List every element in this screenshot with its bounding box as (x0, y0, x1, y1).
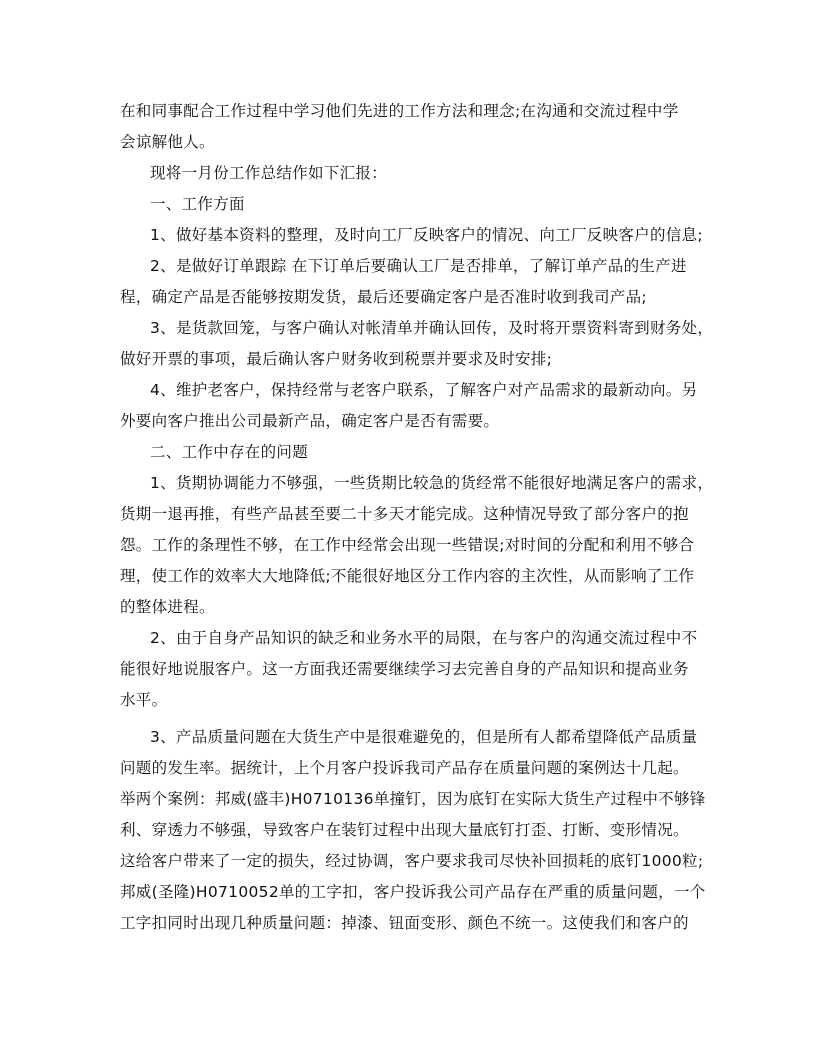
list-item-2-cont: 程，确定产品是否能够按期发货，最后还要确定客户是否准时收到我司产品; (120, 288, 647, 306)
list-item-4: 4、维护老客户，保持经常与老客户联系，了解客户对产品需求的最新动向。另 (150, 381, 698, 399)
problem-item-3-cont: 这给客户带来了一定的损失，经过协调，客户要求我司尽快补回损耗的底钉1000粒; (120, 852, 704, 870)
problem-item-2-cont: 能很好地说服客户。这一方面我还需要继续学习去完善自身的产品知识和提高业务 (120, 660, 689, 678)
paragraph-line: 会谅解他人。 (120, 133, 215, 151)
intro-line: 现将一月份工作总结作如下汇报： (150, 164, 388, 182)
problem-item-3-cont: 举两个案例：邦威(盛丰)H0710136单撞钉，因为底钉在实际大货生产过程中不够锋 (120, 790, 706, 808)
list-item-4-cont: 外要向客户推出公司最新产品，确定客户是否有需要。 (120, 412, 500, 430)
list-item-3-cont: 做好开票的事项，最后确认客户财务收到税票并要求及时安排; (120, 350, 553, 368)
section-heading-problems: 二、工作中存在的问题 (150, 443, 309, 461)
problem-item-3-cont: 问题的发生率。据统计，上个月客户投诉我司产品存在质量问题的案例达十几起。 (120, 759, 689, 777)
section-heading-work: 一、工作方面 (150, 195, 245, 213)
document-body (120, 96, 714, 939)
problem-item-3-cont: 邦威(圣隆)H0710052单的工字扣，客户投诉我公司产品存在严重的质量问题，一个 (120, 883, 706, 901)
list-item-3: 3、是货款回笼，与客户确认对帐清单并确认回传，及时将开票资料寄到财务处， (150, 319, 714, 337)
problem-item-3-cont: 工字扣同时出现几种质量问题：掉漆、钮面变形、颜色不统一。这使我们和客户的 (120, 914, 689, 932)
problem-item-1: 1、货期协调能力不够强，一些货期比较急的货经常不能很好地满足客户的需求， (150, 474, 714, 492)
problem-item-3-cont: 利、穿透力不够强，导致客户在装钉过程中出现大量底钉打歪、打断、变形情况。 (120, 821, 689, 839)
list-item-1: 1、做好基本资料的整理，及时向工厂反映客户的情况、向工厂反映客户的信息; (150, 226, 703, 244)
list-item-2: 2、是做好订单跟踪 在下订单后要确认工厂是否排单，了解订单产品的生产进 (150, 257, 687, 275)
problem-item-1-cont: 理，使工作的效率大大地降低;不能很好地区分工作内容的主次性，从而影响了工作 (120, 567, 695, 585)
problem-item-2: 2、由于自身产品知识的缺乏和业务水平的局限，在与客户的沟通交流过程中不 (150, 629, 698, 647)
problem-item-3: 3、产品质量问题在大货生产中是很难避免的，但是所有人都希望降低产品质量 (150, 728, 698, 746)
problem-item-1-cont: 货期一退再推，有些产品甚至要二十多天才能完成。这种情况导致了部分客户的抱 (120, 505, 689, 523)
problem-item-1-cont: 怨。工作的条理性不够，在工作中经常会出现一些错误;对时间的分配和利用不够合 (120, 536, 695, 554)
problem-item-1-cont: 的整体进程。 (120, 598, 215, 616)
problem-item-2-cont: 水平。 (120, 691, 168, 709)
paragraph-line: 在和同事配合工作过程中学习他们先进的工作方法和理念;在沟通和交流过程中学 (120, 102, 679, 120)
